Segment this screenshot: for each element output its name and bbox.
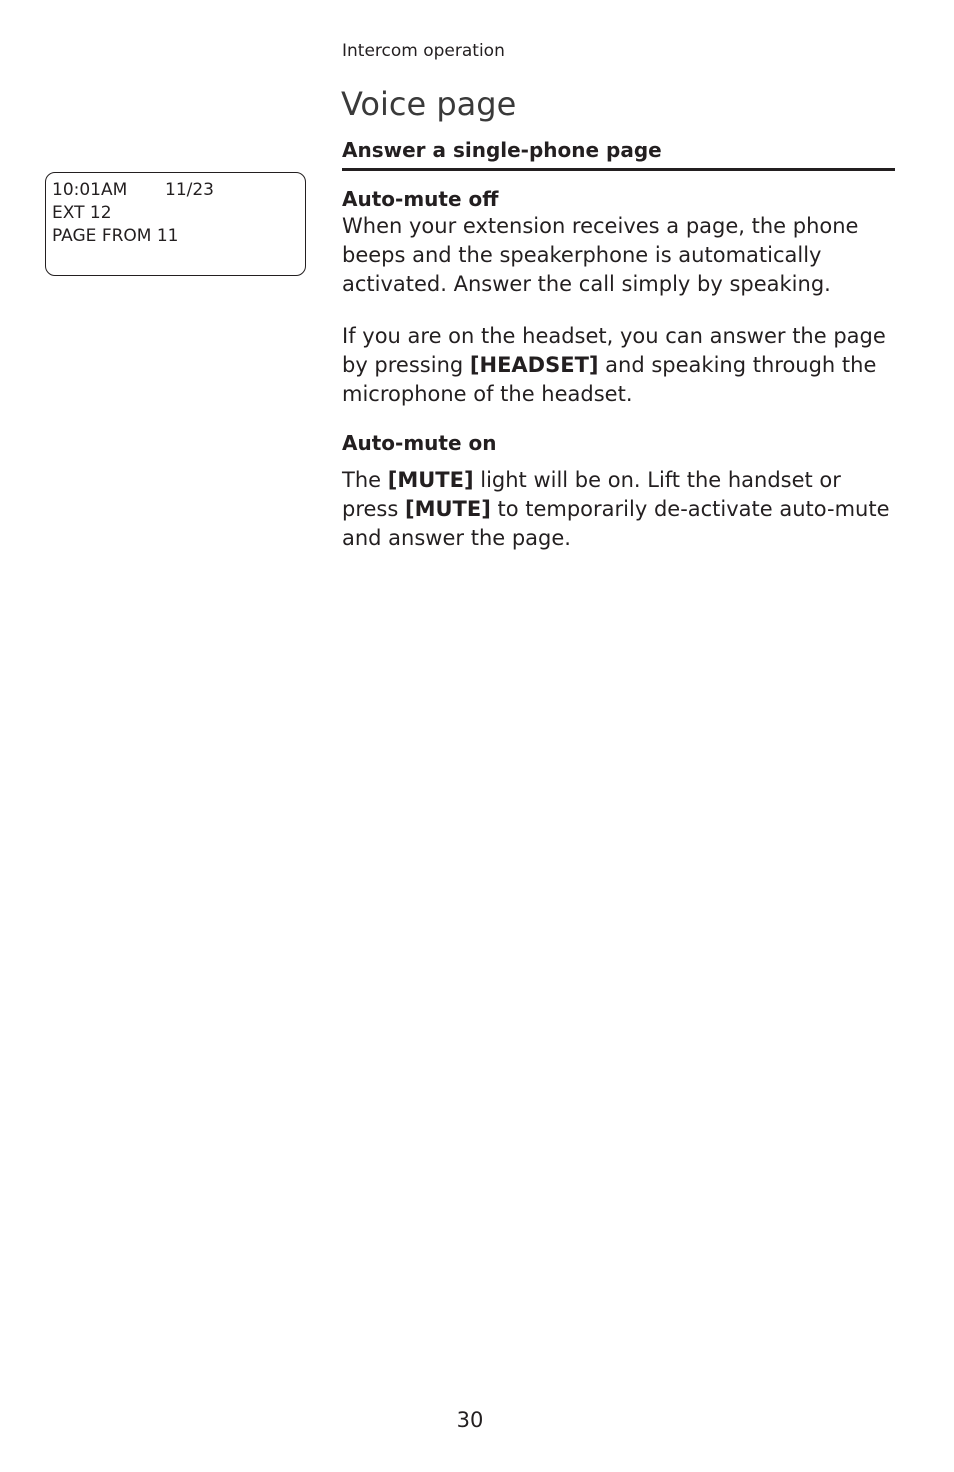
running-head: Intercom operation: [342, 41, 505, 61]
display-line-3: PAGE FROM 11: [52, 226, 179, 246]
display-time: 10:01AM: [52, 180, 128, 200]
display-line-1: [52, 179, 299, 202]
page-title: Voice page: [341, 85, 517, 123]
headset-text-2: and speaking through the microphone of the headset.: [342, 353, 877, 406]
mute-text-2: light will be on. Lift the handset or press: [342, 468, 841, 521]
auto-mute-on-heading: Auto-mute on: [342, 431, 497, 455]
auto-mute-off-section: [342, 186, 897, 299]
mute-text-1: The: [342, 468, 388, 492]
mute-key-label-1: [MUTE]: [387, 468, 474, 492]
handset-display-screen: [45, 172, 306, 276]
section-heading-text: Answer a single-phone page: [342, 138, 662, 162]
headset-answer-paragraph: [342, 322, 897, 409]
auto-mute-on-paragraph: [342, 466, 897, 553]
mute-key-label-2: [MUTE]: [404, 497, 491, 521]
headset-key-label: [HEADSET]: [469, 353, 599, 377]
headset-text-1: If you are on the headset, you can answer the page by pressing: [342, 324, 886, 377]
display-line-2: EXT 12: [52, 203, 112, 223]
auto-mute-off-heading: Auto-mute off: [342, 187, 499, 211]
headset-answer-section: [342, 322, 897, 409]
auto-mute-on-section: [342, 430, 897, 553]
display-date: 11/23: [165, 180, 214, 200]
mute-text-3: to temporarily de-activate auto-mute and answer the page.: [342, 497, 890, 550]
section-heading: [342, 137, 895, 171]
page-number: 30: [456, 1408, 484, 1432]
auto-mute-off-paragraph: When your extension receives a page, the phone beeps and the speakerphone is automatically activated. Answer the call simply by speaking.: [342, 214, 859, 296]
